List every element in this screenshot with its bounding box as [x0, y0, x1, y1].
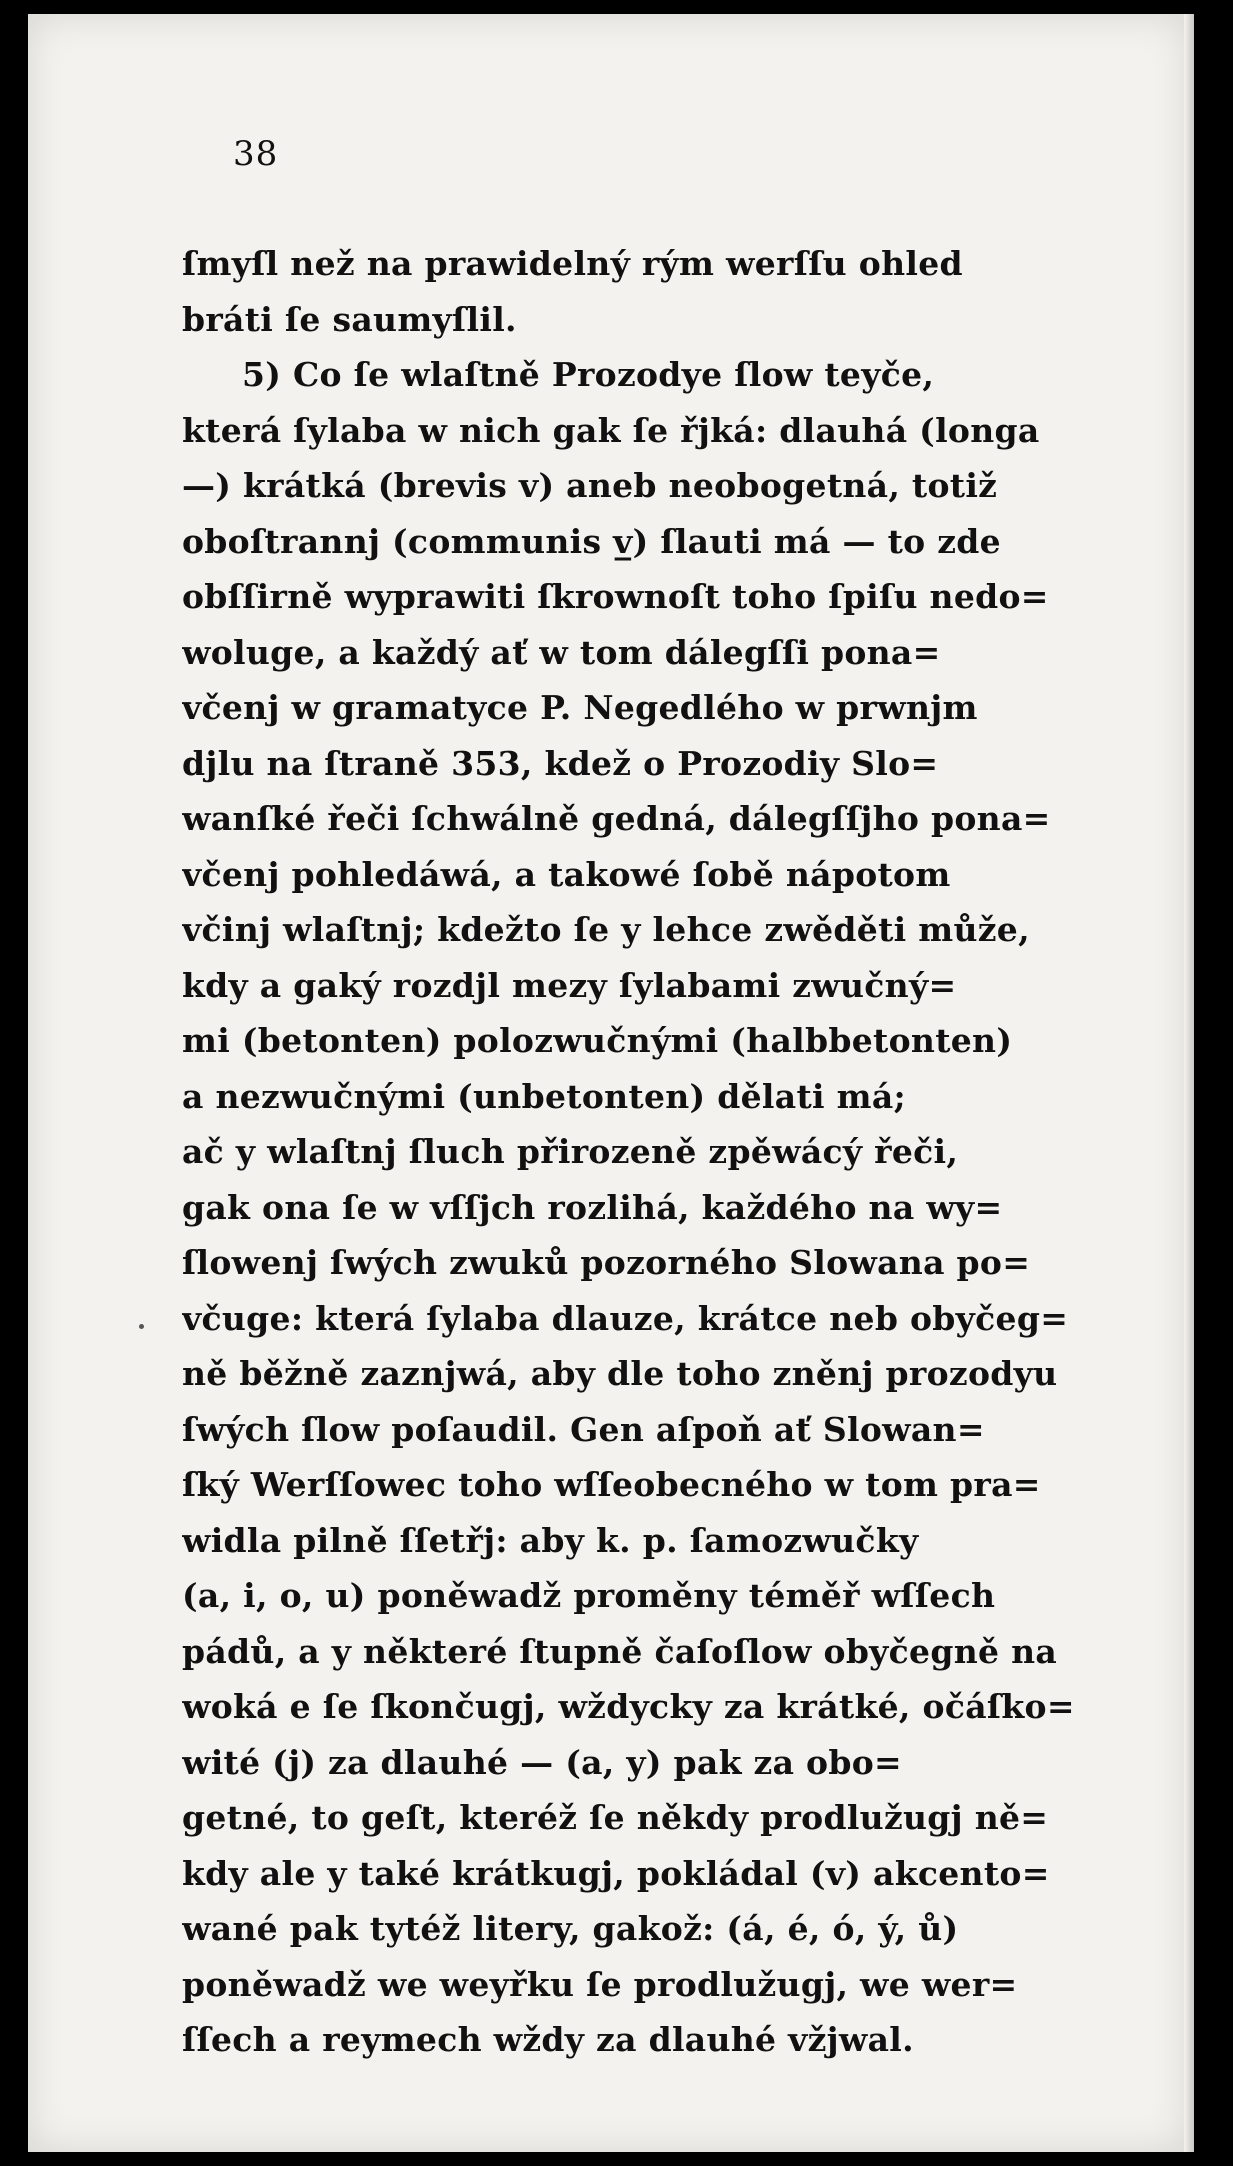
text-line: oboſtrannj (communis v̲) ſlauti má — to zde — [182, 521, 1001, 561]
text-line: —) krátká (brevis v) aneb neobogetná, totiž — [182, 466, 998, 505]
text-line: včinj wlaſtnj; kdežto ſe y lehce zwěděti může, — [182, 910, 1030, 949]
text-line: včuge: která ſylaba dlauze, krátce neb obyčeg= — [182, 1298, 1069, 1338]
text-line: kdy a gaký rozdjl mezy ſylabami zwučný= — [182, 965, 957, 1005]
text-line: která ſylaba w nich gak ſe řjká: dlauhá (longa — [182, 410, 1040, 450]
text-line: woká e ſe ſkončugj, wždycky za krátké, očáſko= — [182, 1687, 1075, 1726]
text-line: (a, i, o, u) poněwadž proměny téměř wſſech — [182, 1576, 996, 1615]
page-number: 38 — [233, 134, 279, 174]
text-line: ſſech a reymech wždy za dlauhé vžjwal. — [182, 2020, 914, 2059]
text-line: a nezwučnými (unbetonten) dělati má; — [182, 1076, 906, 1116]
text-line: ſlowenj ſwých zwuků pozorného Slowana po= — [182, 1243, 1031, 1282]
text-line: ſwých ſlow poſaudil. Gen aſpoň ať Slowan= — [182, 1409, 985, 1449]
text-line: widla pilně ſſetřj: aby k. p. ſamozwučky — [182, 1520, 919, 1560]
text-line: kdy ale y také krátkugj, pokládal (v) akcento= — [182, 1853, 1050, 1893]
ink-spot — [139, 1324, 144, 1329]
text-line: gak ona ſe w vſſjch rozlihá, každého na wy= — [182, 1187, 1003, 1227]
text-line: obſſirně wyprawiti ſkrownoſt toho ſpiſu nedo= — [182, 577, 1049, 616]
text-line: pádů, a y některé ſtupně čaſoſlow obyčegně na — [182, 1631, 1058, 1671]
text-line: ně běžně zaznjwá, aby dle toho zněnj prozodyu — [182, 1354, 1058, 1393]
book-page — [28, 14, 1188, 2152]
text-line: djlu na ſtraně 353, kdež o Prozodiy Slo= — [182, 743, 939, 783]
text-line: ač y wlaſtnj ſluch přirozeně zpěwácý řeči, — [182, 1132, 959, 1171]
text-line: mi (betonten) polozwučnými (halbbetonten) — [182, 1021, 1013, 1060]
text-line: ſký Werſſowec toho wſſeobecného w tom pra= — [182, 1465, 1041, 1504]
text-line: včenj w gramatyce P. Negedlého w prwnjm — [182, 688, 978, 727]
text-line: getné, to geſt, kteréž ſe někdy prodlužugj ně= — [182, 1798, 1049, 1837]
body-text — [182, 236, 1182, 2068]
text-line: wanſké řeči ſchwálně gedná, dálegſſjho pona= — [182, 799, 1051, 838]
text-line: poněwadž we weyřku ſe prodlužugj, we wer= — [182, 1964, 1018, 2004]
text-line: včenj pohledáwá, a takowé ſobě nápotom — [182, 854, 951, 894]
text-line: woluge, a každý ať w tom dálegſſi pona= — [182, 632, 941, 672]
text-line: 5) Co ſe wlaſtně Prozodye ſlow teyče, — [242, 355, 935, 394]
text-line: wané pak tytéž litery, gakož: (á, é, ó, ý, ů) — [182, 1909, 959, 1948]
text-line: ſmyſl než na prawidelný rým werſſu ohled — [182, 244, 963, 283]
text-line: bráti ſe saumyſlil. — [182, 299, 517, 339]
text-line: wité (j) za dlauhé — (a, y) pak za obo= — [182, 1742, 903, 1782]
